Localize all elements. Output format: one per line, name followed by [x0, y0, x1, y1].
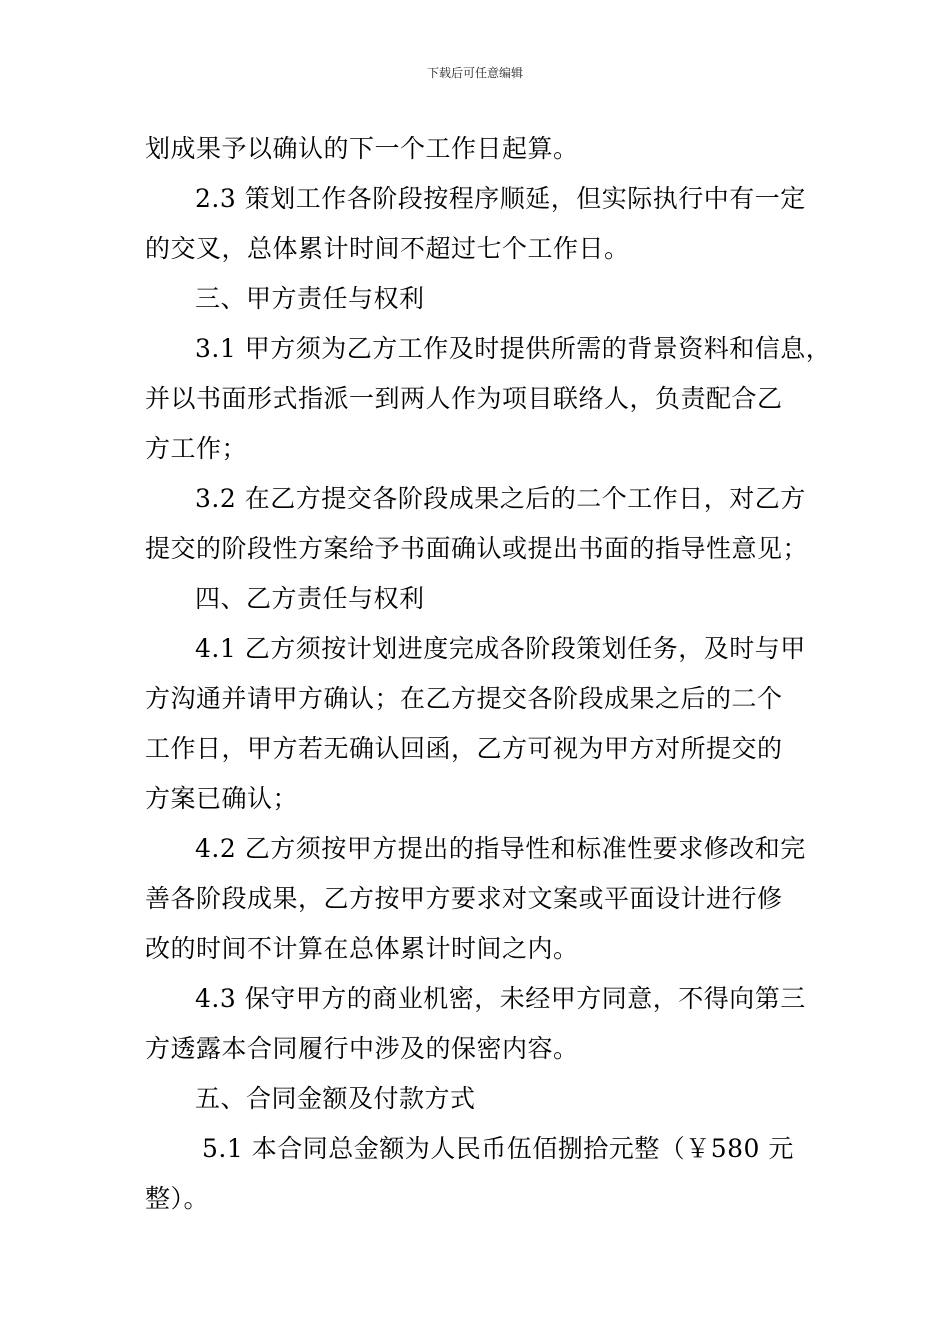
- section-heading: 四、乙方责任与权利: [195, 584, 425, 613]
- text-line: 方透露本合同履行中涉及的保密内容。: [145, 1034, 579, 1063]
- text-line: 5.1 本合同总金额为人民币伍佰捌拾元整（￥580 元: [202, 1134, 794, 1163]
- text-line: 整）。: [145, 1184, 210, 1213]
- page-header: 下载后可任意编辑: [426, 66, 523, 80]
- text-line: 善各阶段成果，乙方按甲方要求对文案或平面设计进行修: [145, 884, 783, 913]
- text-line: 的交叉，总体累计时间不超过七个工作日。: [145, 234, 630, 263]
- text-line: 并以书面形式指派一到两人作为项目联络人，负责配合乙: [145, 384, 783, 413]
- text-line: 3.1 甲方须为乙方工作及时提供所需的背景资料和信息，: [195, 334, 832, 363]
- text-line: 4.1 乙方须按计划进度完成各阶段策划任务，及时与甲: [195, 634, 806, 663]
- text-line: 提交的阶段性方案给予书面确认或提出书面的指导性意见；: [145, 534, 809, 563]
- text-line: 方沟通并请甲方确认；在乙方提交各阶段成果之后的二个: [145, 684, 783, 713]
- text-line: 3.2 在乙方提交各阶段成果之后的二个工作日，对乙方: [195, 484, 806, 513]
- text-line: 方工作；: [145, 434, 248, 463]
- text-line: 划成果予以确认的下一个工作日起算。: [145, 134, 579, 163]
- text-line: 4.2 乙方须按甲方提出的指导性和标准性要求修改和完: [195, 834, 806, 863]
- text-line: 改的时间不计算在总体累计时间之内。: [145, 934, 579, 963]
- text-line: 4.3 保守甲方的商业机密，未经甲方同意，不得向第三: [195, 984, 806, 1013]
- text-line: 2.3 策划工作各阶段按程序顺延，但实际执行中有一定: [195, 184, 806, 213]
- section-heading: 三、甲方责任与权利: [195, 284, 425, 313]
- text-line: 工作日，甲方若无确认回函，乙方可视为甲方对所提交的: [145, 734, 783, 763]
- section-heading: 五、合同金额及付款方式: [195, 1084, 476, 1113]
- text-line: 方案已确认；: [145, 784, 299, 813]
